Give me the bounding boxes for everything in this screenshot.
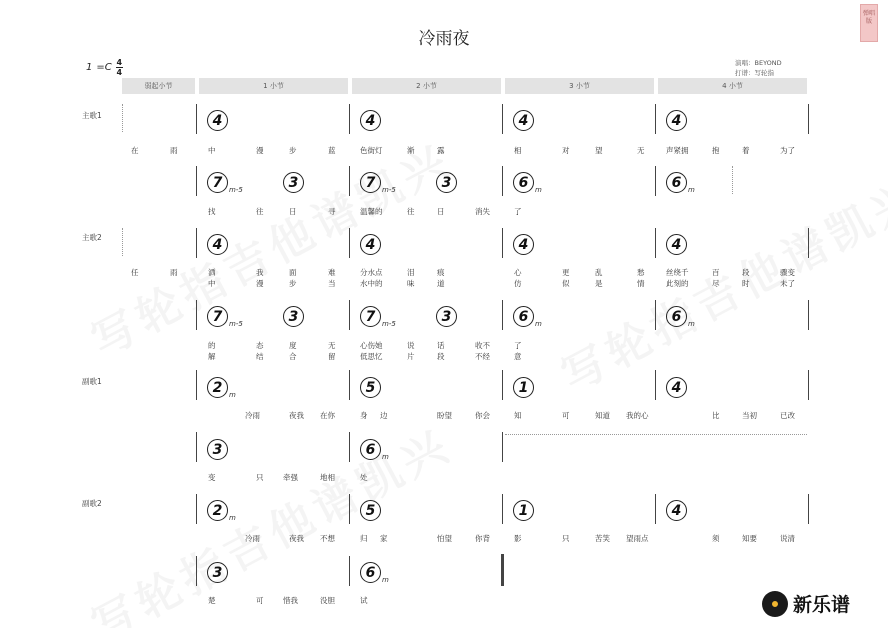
- section-label: 主歌1: [82, 111, 102, 120]
- chord: [207, 172, 243, 193]
- lyric-syllable: 冷雨: [245, 411, 260, 420]
- bar-line: [349, 228, 350, 258]
- chord-degree: 4: [666, 234, 687, 255]
- chord: [360, 439, 389, 460]
- chord: [666, 234, 688, 255]
- bar-line: [502, 166, 503, 196]
- lyric-syllable: 任: [131, 268, 139, 277]
- lyric-syllable: 结: [256, 352, 264, 361]
- bar-line: [349, 494, 350, 524]
- lyric-syllable: 段: [742, 268, 750, 277]
- chord: [436, 172, 458, 193]
- lyric-syllable: 日: [289, 207, 297, 216]
- lyric-syllable: 知要: [742, 534, 757, 543]
- chord: [283, 306, 305, 327]
- chord-degree: 6: [360, 562, 381, 583]
- watermark: [78, 125, 461, 369]
- lyric-syllable: 说清: [780, 534, 795, 543]
- chord-quality: m: [229, 391, 236, 399]
- lyric-syllable: 只: [562, 534, 570, 543]
- pickup-marker: [122, 228, 123, 256]
- lyric-syllable: 只: [256, 473, 264, 482]
- chord-quality: m: [688, 320, 695, 328]
- chord: [360, 110, 382, 131]
- lyric-syllable: 牵强: [283, 473, 298, 482]
- bar-line: [196, 300, 197, 330]
- lyric-syllable: 色街灯: [360, 146, 383, 155]
- lyric-syllable: 为了: [780, 146, 795, 155]
- lyric-syllable: 丝绕千: [666, 268, 689, 277]
- chord-quality: m: [229, 514, 236, 522]
- chord-degree: 4: [666, 377, 687, 398]
- lyric-syllable: 你会: [475, 411, 490, 420]
- chord-degree: 4: [513, 110, 534, 131]
- bar-line: [655, 494, 656, 524]
- lyric-syllable: 面: [289, 268, 297, 277]
- lyric-syllable: 难: [328, 268, 336, 277]
- lyric-syllable: 在你: [320, 411, 335, 420]
- bar-line: [655, 228, 656, 258]
- lyric-syllable: 低思忆: [360, 352, 383, 361]
- lyric-syllable: 相: [514, 146, 522, 155]
- lyric-syllable: 无: [328, 341, 336, 350]
- section-label: 副歌2: [82, 499, 102, 508]
- measure-header-pickup: 弱起小节: [122, 78, 195, 94]
- lyric-syllable: 寻: [328, 207, 336, 216]
- lyric-syllable: 是: [595, 279, 603, 288]
- lyric-syllable: 家: [380, 534, 388, 543]
- bar-line: [655, 104, 656, 134]
- lyric-syllable: 中: [208, 279, 216, 288]
- lyric-syllable: 漫: [256, 279, 264, 288]
- lyric-syllable: 怕望: [437, 534, 452, 543]
- bar-line: [196, 228, 197, 258]
- lyric-syllable: 留: [328, 352, 336, 361]
- lyric-syllable: 已改: [780, 411, 795, 420]
- bar-line: [808, 370, 809, 400]
- lyric-syllable: 步: [289, 146, 297, 155]
- lyric-syllable: 态: [256, 341, 264, 350]
- chord: [436, 306, 458, 327]
- pickup-marker: [122, 104, 123, 132]
- chord-degree: 7: [360, 306, 381, 327]
- chord: [207, 377, 236, 398]
- lyric-syllable: 时: [742, 279, 750, 288]
- final-bar-line: [501, 554, 504, 586]
- chord-degree: 3: [283, 172, 304, 193]
- chord-degree: 3: [436, 172, 457, 193]
- lyric-syllable: 分水点: [360, 268, 383, 277]
- lyric-syllable: 愁: [637, 268, 645, 277]
- lyric-syllable: 此刻的: [666, 279, 689, 288]
- chord: [666, 377, 688, 398]
- lyric-syllable: 身: [360, 411, 368, 420]
- lyric-syllable: 惜我: [283, 596, 298, 605]
- lyric-syllable: 话: [437, 341, 445, 350]
- chord: [207, 439, 229, 460]
- chord-degree: 6: [360, 439, 381, 460]
- lyric-syllable: 当: [328, 279, 336, 288]
- lyric-syllable: 似: [562, 279, 570, 288]
- chord-degree: 2: [207, 377, 228, 398]
- bar-line: [502, 370, 503, 400]
- chord: [360, 562, 389, 583]
- lyric-syllable: 露: [437, 146, 445, 155]
- chord-quality: m-5: [229, 320, 243, 328]
- chord-degree: 3: [283, 306, 304, 327]
- chord-degree: 4: [207, 234, 228, 255]
- chord: [207, 306, 243, 327]
- lyric-syllable: 影: [514, 534, 522, 543]
- lyric-syllable: 可: [562, 411, 570, 420]
- lyric-syllable: 地相: [320, 473, 335, 482]
- chord-degree: 5: [360, 500, 381, 521]
- chord-degree: 7: [207, 172, 228, 193]
- chord: [207, 110, 229, 131]
- chord-degree: 7: [360, 172, 381, 193]
- lyric-syllable: 归: [360, 534, 368, 543]
- empty-measure-line: [505, 434, 807, 435]
- lyric-syllable: 温馨的: [360, 207, 383, 216]
- lyric-syllable: 的: [208, 341, 216, 350]
- chord: [360, 234, 382, 255]
- lyric-syllable: 当初: [742, 411, 757, 420]
- lyric-syllable: 知: [514, 411, 522, 420]
- lyric-syllable: 知道: [595, 411, 610, 420]
- bar-line: [502, 494, 503, 524]
- lyric-syllable: 我的心: [626, 411, 649, 420]
- chord: [360, 306, 396, 327]
- key-eq: =C: [96, 62, 112, 73]
- bar-line: [502, 300, 503, 330]
- chord-degree: 7: [207, 306, 228, 327]
- chord: [513, 306, 542, 327]
- lyric-syllable: 夜我: [289, 411, 304, 420]
- lyric-syllable: 找: [208, 207, 216, 216]
- chord: [513, 377, 535, 398]
- lyric-syllable: 泪: [407, 268, 415, 277]
- lyric-syllable: 不想: [320, 534, 335, 543]
- bar-line: [808, 300, 809, 330]
- lyric-syllable: 收不: [475, 341, 490, 350]
- lyric-syllable: 你背: [475, 534, 490, 543]
- bar-line: [196, 370, 197, 400]
- lyric-syllable: 抱: [712, 146, 720, 155]
- chord-quality: m-5: [382, 320, 396, 328]
- lyric-syllable: 试: [360, 596, 368, 605]
- measure-header-4: 4 小节: [658, 78, 807, 94]
- lyric-syllable: 合: [289, 352, 297, 361]
- bar-line: [655, 166, 656, 196]
- chord: [360, 377, 382, 398]
- chord-degree: 4: [666, 500, 687, 521]
- time-signature: [116, 58, 123, 77]
- watermark: [78, 410, 461, 628]
- bar-line: [808, 228, 809, 258]
- measure-header-1: 1 小节: [199, 78, 348, 94]
- version-tag: 弹唱版: [860, 4, 878, 42]
- site-logo: [762, 590, 850, 617]
- chord: [360, 500, 382, 521]
- chord-quality: m: [382, 576, 389, 584]
- lyric-syllable: 蓝: [328, 146, 336, 155]
- song-title: 冷雨夜: [418, 29, 470, 49]
- bar-line: [502, 432, 503, 462]
- bar-line: [349, 370, 350, 400]
- lyric-syllable: 心: [514, 268, 522, 277]
- lyric-syllable: 心伤她: [360, 341, 383, 350]
- lyric-syllable: 没胆: [320, 596, 335, 605]
- chord-degree: 3: [207, 562, 228, 583]
- lyric-syllable: 度: [289, 341, 297, 350]
- lyric-syllable: 道: [437, 279, 445, 288]
- lyric-syllable: 可: [256, 596, 264, 605]
- time-bottom: 4: [116, 68, 123, 77]
- chord-quality: m-5: [382, 186, 396, 194]
- chord-degree: 6: [513, 172, 534, 193]
- chord-quality: m: [535, 320, 542, 328]
- bar-line: [349, 432, 350, 462]
- lyric-syllable: 楚: [208, 596, 216, 605]
- chord: [283, 172, 305, 193]
- credits: [735, 58, 782, 78]
- lyric-syllable: 在: [131, 146, 139, 155]
- lyric-syllable: 声紧拥: [666, 146, 689, 155]
- bar-line: [808, 494, 809, 524]
- lyric-syllable: 味: [407, 279, 415, 288]
- lyric-syllable: 苦笑: [595, 534, 610, 543]
- chord-degree: 6: [513, 306, 534, 327]
- chord: [360, 172, 396, 193]
- chord: [513, 234, 535, 255]
- bar-line: [655, 300, 656, 330]
- arranger-credit: 打谱：写轮指: [735, 69, 774, 77]
- section-label: 主歌2: [82, 233, 102, 242]
- lyric-syllable: 比: [712, 411, 720, 420]
- chord: [207, 234, 229, 255]
- lyric-syllable: 对: [562, 146, 570, 155]
- chord-degree: 5: [360, 377, 381, 398]
- empty-measure-marker: [732, 166, 733, 194]
- chord-degree: 4: [207, 110, 228, 131]
- chord-degree: 1: [513, 500, 534, 521]
- lyric-syllable: 了: [514, 341, 522, 350]
- chord-degree: 6: [666, 306, 687, 327]
- lyric-syllable: 未了: [780, 279, 795, 288]
- bar-line: [349, 300, 350, 330]
- chord: [513, 500, 535, 521]
- bar-line: [349, 166, 350, 196]
- lyric-syllable: 说: [407, 341, 415, 350]
- lyric-syllable: 冷雨: [245, 534, 260, 543]
- lyric-syllable: 着: [742, 146, 750, 155]
- bar-line: [196, 166, 197, 196]
- section-label: 副歌1: [82, 377, 102, 386]
- chord-degree: 2: [207, 500, 228, 521]
- chord-degree: 6: [666, 172, 687, 193]
- bar-line: [349, 556, 350, 586]
- lyric-syllable: 片: [407, 352, 415, 361]
- chord: [513, 172, 542, 193]
- chord-quality: m-5: [229, 186, 243, 194]
- chord-quality: m: [382, 453, 389, 461]
- lyric-syllable: 雨: [170, 268, 178, 277]
- chord-degree: 4: [360, 110, 381, 131]
- lyric-syllable: 盼望: [437, 411, 452, 420]
- chord-degree: 4: [513, 234, 534, 255]
- lyric-syllable: 乱: [595, 268, 603, 277]
- chord-quality: m: [688, 186, 695, 194]
- logo-text: 新乐谱: [793, 594, 851, 616]
- lyric-syllable: 雨: [170, 146, 178, 155]
- bar-line: [196, 494, 197, 524]
- lyric-syllable: 渐: [407, 146, 415, 155]
- lyric-syllable: 须: [712, 534, 720, 543]
- key-signature: [86, 58, 123, 77]
- bar-line: [502, 104, 503, 134]
- time-top: 4: [116, 58, 123, 67]
- lyric-syllable: 夜我: [289, 534, 304, 543]
- lyric-syllable: 洒: [208, 268, 216, 277]
- lyric-syllable: 骤变: [780, 268, 795, 277]
- lyric-syllable: 意: [514, 352, 522, 361]
- bar-line: [655, 370, 656, 400]
- lyric-syllable: 我: [256, 268, 264, 277]
- chord-degree: 3: [436, 306, 457, 327]
- bar-line: [808, 104, 809, 134]
- bar-line: [196, 432, 197, 462]
- lyric-syllable: 消失: [475, 207, 490, 216]
- lyric-syllable: 漫: [256, 146, 264, 155]
- chord: [666, 172, 695, 193]
- measure-header-3: 3 小节: [505, 78, 654, 94]
- chord: [513, 110, 535, 131]
- lyric-syllable: 尽: [712, 279, 720, 288]
- lyric-syllable: 水中的: [360, 279, 383, 288]
- bar-line: [349, 104, 350, 134]
- record-disc-icon: [762, 591, 788, 617]
- lyric-syllable: 往: [256, 207, 264, 216]
- bar-line: [196, 556, 197, 586]
- lyric-syllable: 百: [712, 268, 720, 277]
- lyric-syllable: 步: [289, 279, 297, 288]
- chord: [666, 110, 688, 131]
- lyric-syllable: 边: [380, 411, 388, 420]
- lyric-syllable: 日: [437, 207, 445, 216]
- chord: [666, 306, 695, 327]
- chord-quality: m: [535, 186, 542, 194]
- chord-degree: 1: [513, 377, 534, 398]
- lyric-syllable: 往: [407, 207, 415, 216]
- chord-degree: 4: [360, 234, 381, 255]
- lyric-syllable: 段: [437, 352, 445, 361]
- chord-degree: 4: [666, 110, 687, 131]
- lyric-syllable: 解: [208, 352, 216, 361]
- lyric-syllable: 更: [562, 268, 570, 277]
- bar-line: [196, 104, 197, 134]
- lyric-syllable: 望雨点: [626, 534, 649, 543]
- lyric-syllable: 仿: [514, 279, 522, 288]
- lyric-syllable: 处: [360, 473, 368, 482]
- singer-credit: 演唱：BEYOND: [735, 59, 782, 67]
- lyric-syllable: 情: [637, 279, 645, 288]
- chord: [666, 500, 688, 521]
- chord: [207, 562, 229, 583]
- bar-line: [502, 228, 503, 258]
- lyric-syllable: 了: [514, 207, 522, 216]
- measure-header-2: 2 小节: [352, 78, 501, 94]
- lyric-syllable: 中: [208, 146, 216, 155]
- key-prefix: 1: [86, 62, 93, 73]
- chord: [207, 500, 236, 521]
- lyric-syllable: 变: [208, 473, 216, 482]
- lyric-syllable: 痕: [437, 268, 445, 277]
- lyric-syllable: 不经: [475, 352, 490, 361]
- lyric-syllable: 无: [637, 146, 645, 155]
- chord-degree: 3: [207, 439, 228, 460]
- lyric-syllable: 望: [595, 146, 603, 155]
